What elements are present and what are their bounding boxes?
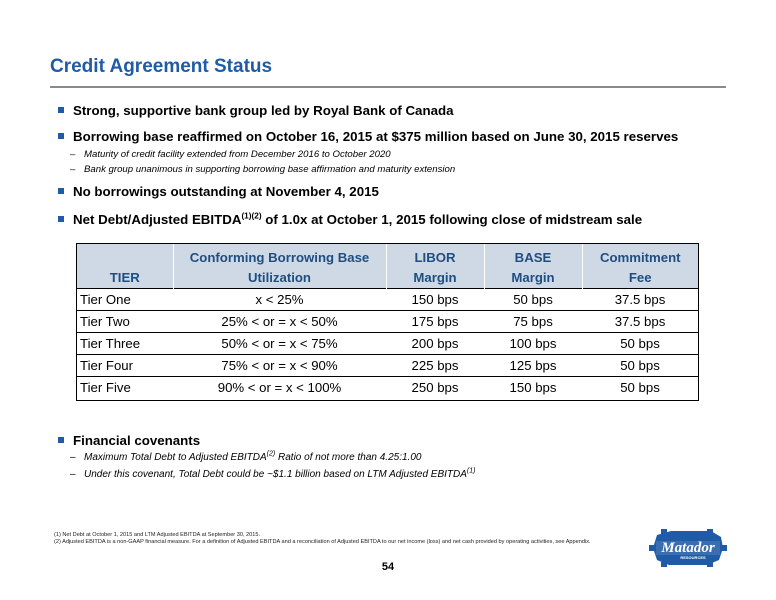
logo-wordmark: Matador [661,540,715,556]
table-row [77,289,698,311]
cell-fee: 50 bps [582,333,698,355]
cell-libor: 150 bps [386,289,484,311]
cell-base: 50 bps [484,289,582,311]
logo-subtext: RESOURCES [680,555,706,560]
cell-libor: 200 bps [386,333,484,355]
bullet-square-icon [58,188,64,194]
table-row [77,311,698,333]
cell-tier: Tier Three [77,333,173,355]
sub-bullet-max-debt: – Maximum Total Debt to Adjusted EBITDA$^{(2)}$ Ratio of not more than 4.25:1.00 [70,450,422,463]
table-header-row [77,244,698,289]
cell-fee: 37.5 bps [582,289,698,311]
cell-tier: Tier Four [77,355,173,377]
header-tier: TIER [77,244,173,289]
footnote-2: (2) Adjusted EBITDA is a non-GAAP financial measure. For a definition of Adjusted EBITDA and a reconciliation of Adjusted EBITDA to our net income (loss) and net cash provided by operating activities, see Appendix. [54,539,591,545]
cell-base: 150 bps [484,377,582,399]
bullet-text: Financial covenants [73,433,201,448]
footnote-ref: (2) [266,450,276,458]
bullet-borrowing-base [58,129,678,144]
credit-tier-table [77,244,698,398]
bullet-bank-group [58,103,454,118]
cell-base: 100 bps [484,333,582,355]
cell-utilization: 75% < or = x < 90% [173,355,386,377]
cell-utilization: 25% < or = x < 50% [173,311,386,333]
cell-libor: 225 bps [386,355,484,377]
cell-utilization: 90% < or = x < 100% [173,377,386,399]
bullet-square-icon [58,216,64,222]
sub-bullet-bank-group: – Bank group unanimous in supporting borrowing base affirmation and maturity extension [70,164,456,175]
table-row [77,355,698,377]
matador-logo [647,527,729,569]
table-row [77,333,698,355]
footnote-ref: (1)(2) [241,211,262,221]
page-title: Credit Agreement Status [50,56,273,77]
bullet-net-debt [58,212,642,227]
bullet-text: Strong, supportive bank group led by Royal Bank of Canada [73,103,454,118]
page-number: 54 [381,561,395,573]
bullet-square-icon [58,107,64,113]
cell-utilization: 50% < or = x < 75% [173,333,386,355]
bullet-text: No borrowings outstanding at November 4, 2015 [73,184,379,199]
footnotes [54,532,591,546]
sub-bullet-text: Maturity of credit facility extended from December 2016 to October 2020 [84,149,391,160]
bullet-square-icon [58,133,64,139]
header-base-margin: BASE Margin [484,244,582,289]
table-row [77,377,698,399]
sub-bullet-text: Bank group unanimous in supporting borrowing base affirmation and maturity extension [84,164,456,175]
bullet-no-borrowings [58,184,379,199]
sub-bullet-text: Under this covenant, Total Debt could be ~$1.1 billion based on LTM Adjusted EBITDA [84,469,467,480]
sub-bullet-total-debt: – Under this covenant, Total Debt could be ~$1.1 billion based on LTM Adjusted EBITDA$^{(1)}$ [70,467,476,480]
cell-fee: 50 bps [582,355,698,377]
footnote-ref: (1) [466,467,476,475]
bullet-text: Borrowing base reaffirmed on October 16, 2015 at $375 million based on June 30, 2015 reserves [73,129,679,144]
cell-base: 75 bps [484,311,582,333]
header-libor-margin: LIBOR Margin [386,244,484,289]
cell-fee: 37.5 bps [582,311,698,333]
cell-fee: 50 bps [582,377,698,399]
cell-libor: 250 bps [386,377,484,399]
bullet-square-icon [58,437,64,443]
sub-bullet-text: Maximum Total Debt to Adjusted EBITDA [84,452,267,463]
cell-libor: 175 bps [386,311,484,333]
header-commitment-fee: Commitment Fee [582,244,698,289]
sub-bullet-maturity: – Maturity of credit facility extended from December 2016 to October 2020 [70,149,391,160]
cell-base: 125 bps [484,355,582,377]
bullet-text: Net Debt/Adjusted EBITDA [73,212,242,227]
cell-tier: Tier One [77,289,173,311]
bullet-financial-covenants [58,433,200,448]
title-divider [50,86,726,88]
cell-tier: Tier Five [77,377,173,399]
cell-tier: Tier Two [77,311,173,333]
footnote-1: (1) Net Debt at October 1, 2015 and LTM Adjusted EBITDA at September 30, 2015. [54,532,261,538]
header-utilization: Conforming Borrowing Base Utilization [173,244,386,289]
sub-bullet-text-cont: Ratio of not more than 4.25:1.00 [275,452,422,463]
bullet-text-cont: of 1.0x at October 1, 2015 following close of midstream sale [261,212,643,227]
cell-utilization: x < 25% [173,289,386,311]
